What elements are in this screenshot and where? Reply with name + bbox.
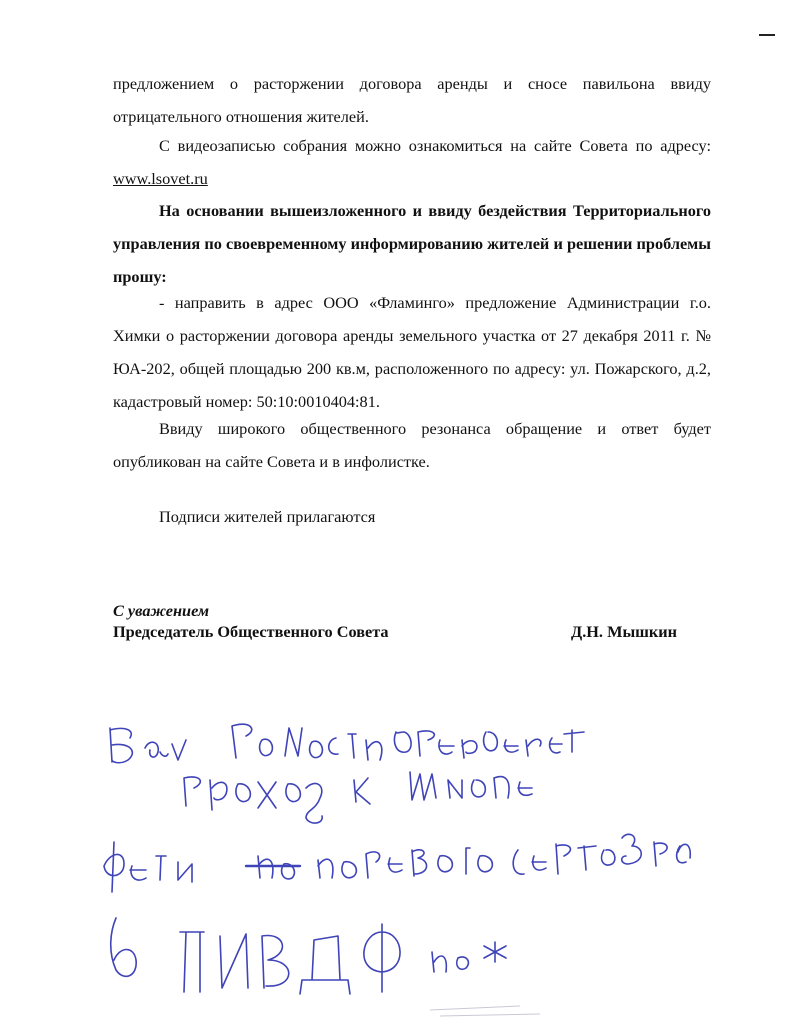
paragraph-video-text: [113, 129, 711, 195]
paragraph-proposal-end: [113, 67, 711, 133]
signer-title: Председатель Общественного Совета: [113, 622, 389, 641]
attachments-note: Подписи жителей прилагаются: [159, 507, 376, 526]
handwritten-line-1: [110, 724, 584, 763]
paragraph-request-basis: [113, 194, 711, 293]
signer-name: Д.Н. Мышкин: [571, 622, 678, 641]
closing-regards: С уважением: [113, 601, 210, 620]
paragraph-text: предложением о расторжении договора аренды и сносе павильона ввиду отрицательного отношения жителей.: [113, 74, 711, 126]
video-text: С видеозаписью собрания можно ознакомиться на сайте Совета по адресу:: [159, 136, 711, 155]
paragraph-request-basis-text: На основании вышеизложенного и ввиду бездействия Территориального управления по своевременному информированию жителей и решении проблемы прошу:: [113, 201, 711, 286]
handwritten-line-2: [184, 772, 532, 823]
handwritten-line-3: [104, 834, 690, 892]
paragraph-publication: [113, 412, 711, 478]
bleed-through-marks: [430, 1006, 540, 1016]
handwritten-note: [0, 670, 785, 1024]
paragraph-request-item: [113, 286, 711, 418]
paragraph-video: [113, 129, 711, 195]
handwritten-line-4: [111, 918, 506, 994]
council-website-link[interactable]: www.lsovet.ru: [113, 169, 208, 188]
page-corner-mark: [759, 34, 775, 36]
paragraph-request-item-text: - направить в адрес ООО «Фламинго» предложение Администрации г.о. Химки о расторжении договора аренды земельного участка от 27 декабря 2011 г. № ЮА-202, общей площадью 200 кв.м, расположенного по адресу: ул. Пожарского, д.2, кадастровый номер: 50:10:0010404:81.: [113, 293, 711, 411]
paragraph-publication-text: Ввиду широкого общественного резонанса обращение и ответ будет опубликован на сайте Совета и в инфолистке.: [113, 419, 711, 471]
